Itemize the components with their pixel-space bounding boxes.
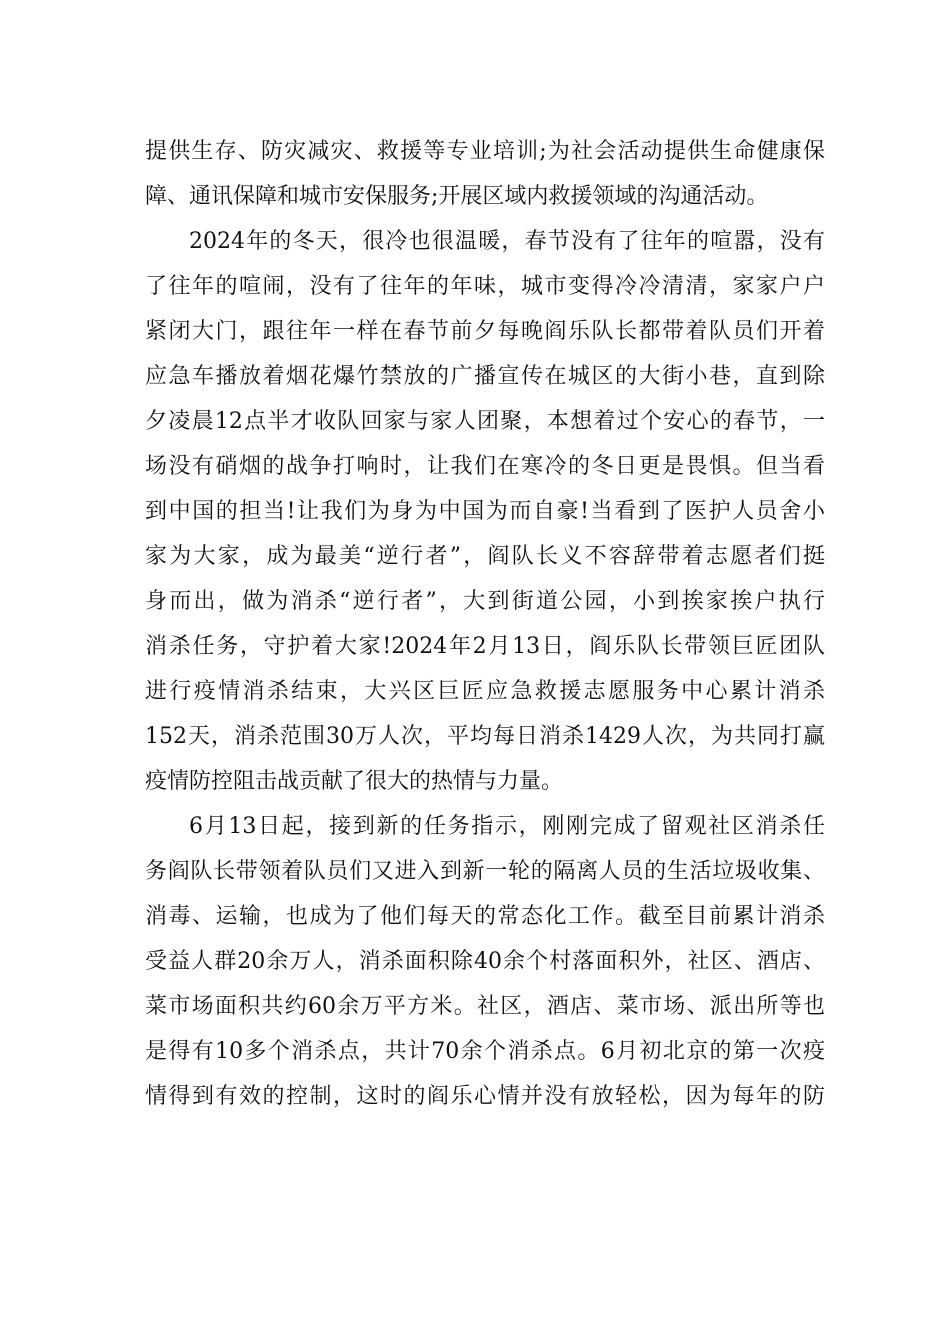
paragraph-line: 疫情防控阻击战贡献了很大的热情与力量。 (145, 769, 564, 794)
paragraph-line: 6月13日起，接到新的任务指示，刚刚完成了留观社区消杀任 (189, 814, 825, 839)
paragraph-line: 夕凌晨12点半才收队回家与家人团聚，本想着过个安心的春节，一 (145, 409, 825, 434)
paragraph-line: 务阎队长带领着队员们又进入到新一轮的隔离人员的生活垃圾收集、 (145, 859, 825, 884)
paragraph-line: 进行疫情消杀结束，大兴区巨匠应急救援志愿服务中心累计消杀 (145, 679, 825, 704)
paragraph-line: 是得有10多个消杀点，共计70余个消杀点。6月初北京的第一次疫 (145, 1039, 825, 1064)
paragraph-line: 了往年的喧闹，没有了往年的年味，城市变得冷冷清清，家家户户 (145, 274, 825, 299)
paragraph-line: 情得到有效的控制，这时的阎乐心情并没有放轻松，因为每年的防 (145, 1084, 825, 1109)
body-text (145, 129, 825, 1119)
paragraph-line: 菜市场面积共约60余万平方米。社区，酒店、菜市场、派出所等也 (145, 994, 825, 1019)
paragraph-line: 消毒、运输，也成为了他们每天的常态化工作。截至目前累计消杀 (145, 904, 825, 929)
paragraph-line: 受益人群20余万人，消杀面积除40余个村落面积外，社区、酒店、 (145, 949, 825, 974)
paragraph-line: 应急车播放着烟花爆竹禁放的广播宣传在城区的大街小巷，直到除 (145, 364, 825, 389)
paragraph-line: 家为大家，成为最美“逆行者”，阎队长义不容辞带着志愿者们挺 (145, 544, 825, 569)
paragraph-line: 身而出，做为消杀“逆行者”，大到街道公园，小到挨家挨户执行 (145, 589, 825, 614)
paragraph-line: 场没有硝烟的战争打响时，让我们在寒冷的冬日更是畏惧。但当看 (145, 454, 825, 479)
paragraph-line: 消杀任务，守护着大家!2024年2月13日，阎乐队长带领巨匠团队 (145, 634, 825, 659)
paragraph-line: 152天，消杀范围30万人次，平均每日消杀1429人次，为共同打赢 (145, 724, 825, 749)
paragraph-line: 提供生存、防灾减灾、救援等专业培训;为社会活动提供生命健康保 (145, 139, 825, 164)
paragraph-line: 到中国的担当!让我们为身为中国为而自豪!当看到了医护人员舍小 (145, 499, 825, 524)
paragraph-line: 2024年的冬天，很冷也很温暖，春节没有了往年的喧嚣，没有 (189, 229, 825, 254)
paragraph-line: 紧闭大门，跟往年一样在春节前夕每晚阎乐队长都带着队员们开着 (145, 319, 825, 344)
paragraph-line: 障、通讯保障和城市安保服务;开展区域内救援领域的沟通活动。 (145, 184, 769, 209)
